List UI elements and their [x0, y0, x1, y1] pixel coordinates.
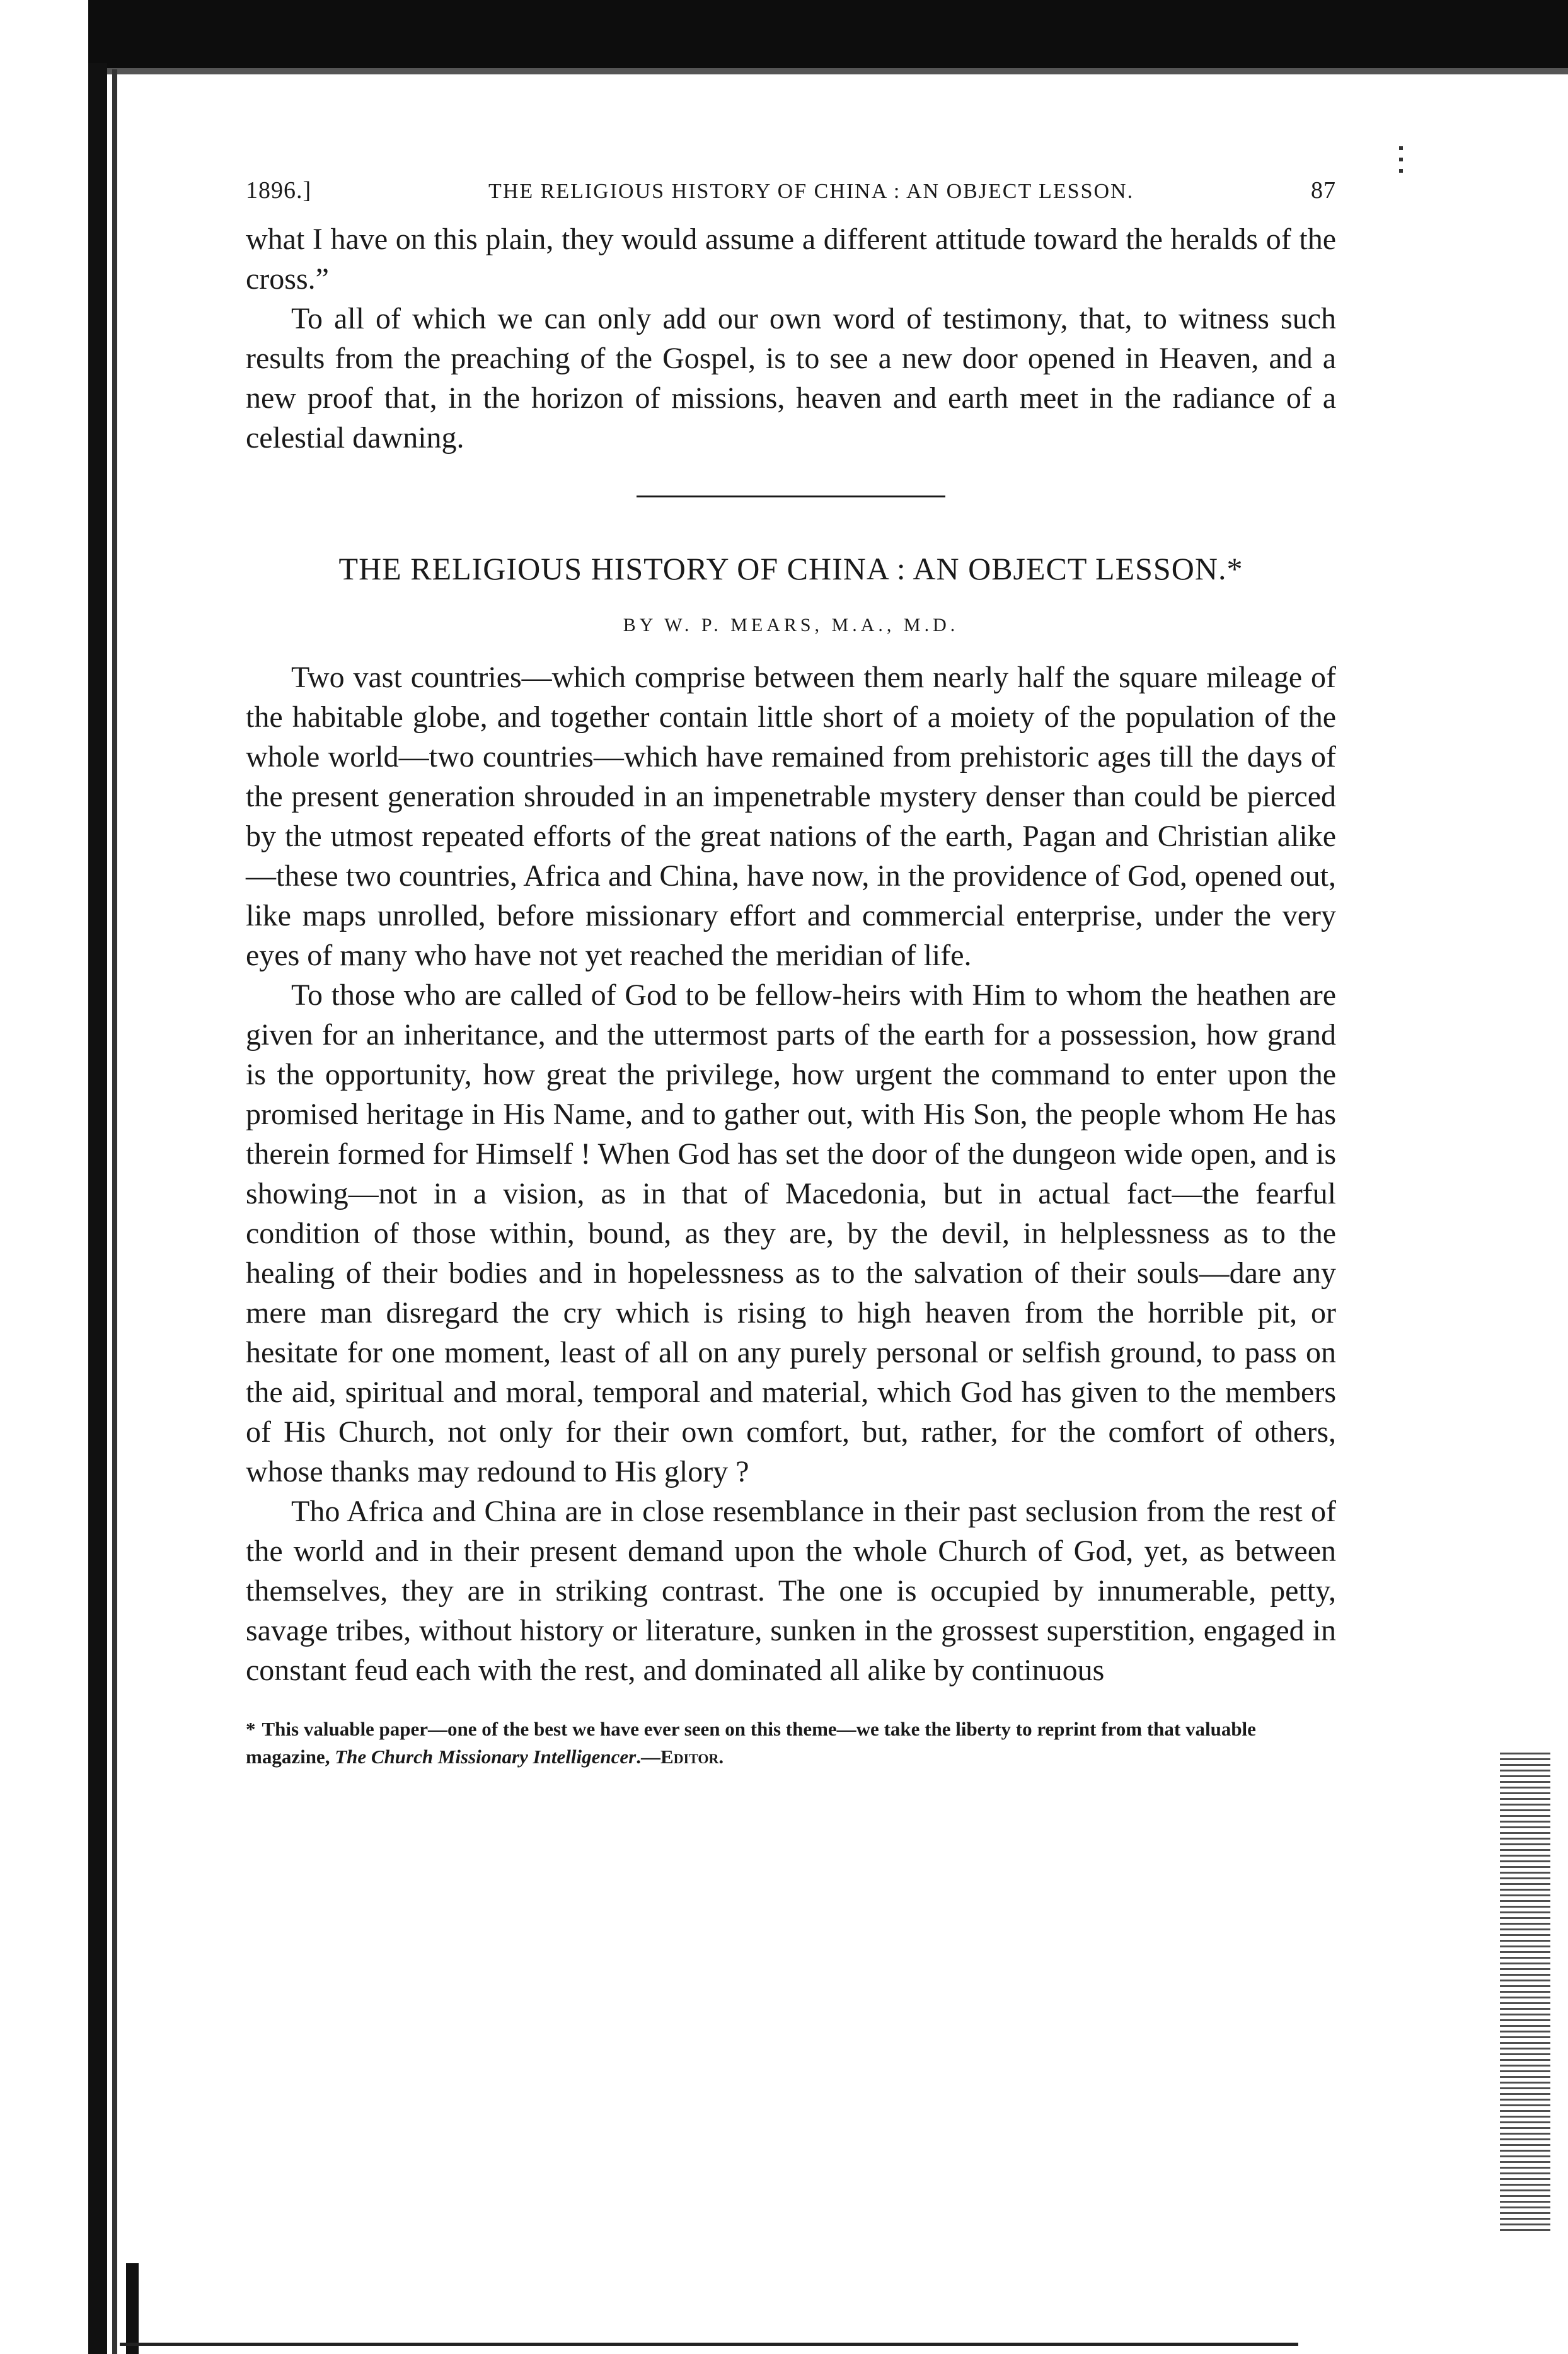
continuation-paragraph: To all of which we can only add our own word of testimony, that, to witness such results from the preaching of the Gospel, is to see a new door opened in Heaven, and a new proof that, in the horizon of missions, heaven and earth meet in the radiance of a celestial dawning. [246, 302, 1336, 455]
footnote-text: This valuable paper—one of the best we have ever seen on this theme—we take the liberty to reprint from that valuable magazine, [246, 1718, 1256, 1768]
page-number: 87 [1311, 177, 1336, 204]
article-paragraph: Tho Africa and China are in close resemblance in their past seclusion from the rest of the world and in their present demand upon the whole Church of God, yet, as between themselves, they are in striking contrast. The one is occupied by innumerable, petty, savage tribes, without history or literature, sunken in the grossest superstition, engaged in constant feud each with the rest, and dominated all alike by continuous [246, 1495, 1336, 1687]
footnote-marker: * [246, 1718, 256, 1740]
article-body [246, 658, 1336, 1690]
running-head-year: 1896.] [246, 177, 312, 204]
footnote-source: The Church Missionary Intelligencer [335, 1746, 637, 1768]
running-head-title: THE RELIGIOUS HISTORY OF CHINA : AN OBJECT LESSON. [488, 180, 1134, 203]
scan-edge-mark [1399, 146, 1403, 174]
article-title-text: THE RELIGIOUS HISTORY OF CHINA : AN OBJECT LESSON. [338, 551, 1227, 586]
continuation-paragraph: what I have on this plain, they would assume a different attitude toward the heralds of the cross.” [246, 223, 1336, 296]
scan-border-top [88, 0, 1568, 69]
scan-border-left-corner [126, 2263, 139, 2354]
footnote [246, 1715, 1336, 1771]
previous-article-continuation [246, 219, 1336, 458]
document-page [246, 177, 1336, 1771]
scan-border-bottom [120, 2343, 1298, 2346]
scan-border-left-inner [112, 69, 117, 2354]
running-head [246, 177, 1336, 204]
section-divider [637, 496, 945, 497]
article-paragraph: To those who are called of God to be fellow-heirs with Him to whom the heathen are given for an inheritance, and the uttermost parts of the earth for a possession, how grand is the opportunity, how great the privilege, how urgent the command to enter upon the promised heritage in His Name, and to gather out, with His Son, the people whom He has therein formed for Himself ! When God has set the door of the dungeon wide open, and is showing—not in a vision, as in that of Macedonia, but in actual fact—the fearful condition of those within, bound, as they are, by the devil, in helplessness as to the healing of their bodies and in hopelessness as to the salvation of their souls—dare any mere man disregard the cry which is rising to high heaven from the horrible pit, or hesitate for one moment, least of all on any purely personal or selfish ground, to pass on the aid, spiritual and moral, temporal and material, which God has given to the members of His Church, not only for their own comfort, but, rather, for the comfort of others, whose thanks may redound to His glory ? [246, 978, 1336, 1488]
title-footnote-marker: * [1226, 551, 1243, 586]
scan-border-left [88, 63, 107, 2354]
article-paragraph: Two vast countries—which comprise between them nearly half the square mileage of the habitable globe, and together contain little short of a moiety of the population of the whole world—two countries—which have remained from prehistoric ages till the days of the present generation shrouded in an impenetrable mystery denser than could be pierced by the utmost repeated efforts of the great nations of the earth, Pagan and Christian alike—these two countries, Africa and China, have now, in the providence of God, opened out, like maps unrolled, before missionary effort and commercial enterprise, under the very eyes of many who have not yet reached the meridian of life. [246, 661, 1336, 972]
scan-edge-noise [1500, 1753, 1550, 2232]
article-title [246, 550, 1336, 587]
footnote-dash: .— [636, 1746, 660, 1768]
article-byline: BY W. P. MEARS, M.A., M.D. [623, 615, 959, 635]
scan-border-top-edge [88, 68, 1568, 74]
footnote-attribution: Editor. [660, 1746, 724, 1768]
